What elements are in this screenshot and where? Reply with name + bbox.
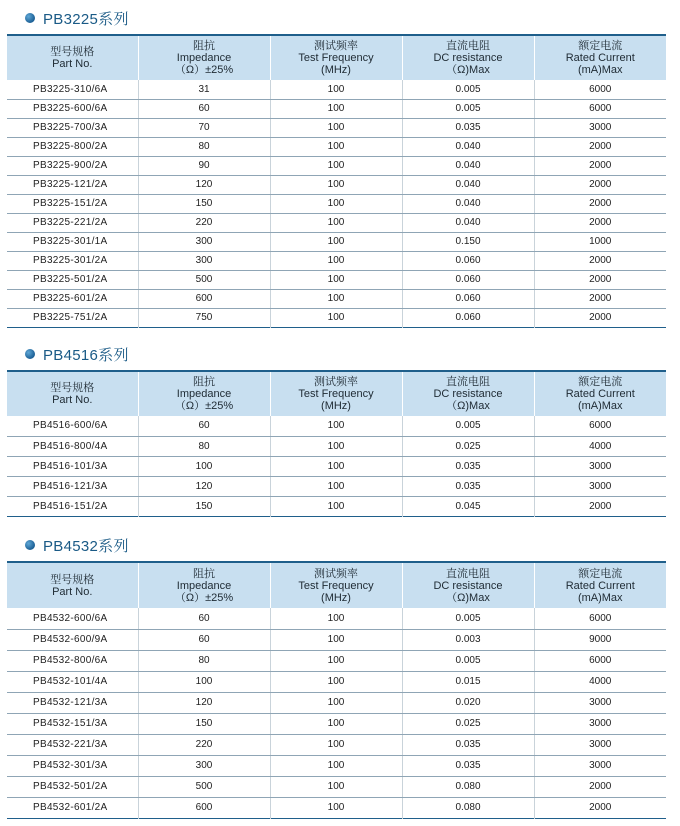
cell-dc-resistance: 0.035 xyxy=(402,118,534,137)
cell-test-frequency: 100 xyxy=(270,650,402,671)
cell-part-no: PB3225-301/1A xyxy=(7,232,138,251)
cell-impedance: 600 xyxy=(138,289,270,308)
cell-impedance: 80 xyxy=(138,436,270,456)
table-row xyxy=(7,692,666,713)
cell-rated-current: 2000 xyxy=(534,496,666,516)
cell-test-frequency: 100 xyxy=(270,289,402,308)
table-row xyxy=(7,776,666,797)
cell-test-frequency: 100 xyxy=(270,496,402,516)
cell-test-frequency: 100 xyxy=(270,308,402,327)
cell-rated-current: 2000 xyxy=(534,270,666,289)
cell-part-no: PB3225-800/2A xyxy=(7,137,138,156)
cell-part-no: PB4532-601/2A xyxy=(33,802,108,813)
spec-table xyxy=(7,34,666,328)
cell-test-frequency: 100 xyxy=(270,232,402,251)
cell-impedance: 90 xyxy=(138,156,270,175)
cell-impedance: 60 xyxy=(138,416,270,436)
cell-dc-resistance: 0.035 xyxy=(402,755,534,776)
cell-part-no: PB4532-121/3A xyxy=(7,692,138,713)
cell-rated-current: 9000 xyxy=(534,629,666,650)
cell-dc-resistance: 0.015 xyxy=(402,671,534,692)
table-row xyxy=(7,713,666,734)
cell-test-frequency: 100 xyxy=(270,118,402,137)
cell-rated-current: 3000 xyxy=(534,476,666,496)
cell-part-no: PB4516-101/3A xyxy=(7,456,138,476)
cell-dc-resistance: 0.005 xyxy=(402,650,534,671)
cell-dc-resistance: 0.045 xyxy=(402,496,534,516)
cell-test-frequency: 100 xyxy=(270,436,402,456)
table-row xyxy=(7,175,666,194)
bullet-dot-icon xyxy=(25,349,35,359)
cell-test-frequency: 100 xyxy=(270,456,402,476)
cell-dc-resistance: 0.150 xyxy=(402,232,534,251)
cell-test-frequency: 100 xyxy=(270,156,402,175)
cell-test-frequency: 100 xyxy=(270,213,402,232)
cell-impedance: 220 xyxy=(138,213,270,232)
cell-dc-resistance: 0.003 xyxy=(402,629,534,650)
cell-test-frequency: 100 xyxy=(270,194,402,213)
cell-part-no: PB4516-600/6A xyxy=(7,416,138,436)
cell-part-no: PB4532-800/6A xyxy=(7,650,138,671)
cell-test-frequency: 100 xyxy=(270,671,402,692)
series-section-pb4532 xyxy=(7,536,666,819)
cell-impedance: 300 xyxy=(138,251,270,270)
cell-test-frequency: 100 xyxy=(270,270,402,289)
cell-impedance: 120 xyxy=(138,476,270,496)
cell-rated-current: 3000 xyxy=(534,456,666,476)
cell-test-frequency: 100 xyxy=(270,137,402,156)
cell-rated-current: 4000 xyxy=(534,671,666,692)
cell-rated-current: 3000 xyxy=(534,734,666,755)
cell-part-no: PB3225-121/2A xyxy=(7,175,138,194)
cell-rated-current: 2000 xyxy=(534,797,666,818)
header-part-no: 型号规格 Part No. xyxy=(7,35,138,80)
cell-dc-resistance: 0.040 xyxy=(402,194,534,213)
cell-part-no: PB3225-151/2A xyxy=(7,194,138,213)
cell-test-frequency: 100 xyxy=(270,713,402,734)
cell-impedance: 31 xyxy=(138,80,270,99)
cell-part-no: PB4532-501/2A xyxy=(7,776,138,797)
bullet-dot-icon xyxy=(25,540,35,550)
section-title: PB4516系列 xyxy=(43,346,129,364)
cell-dc-resistance: 0.060 xyxy=(402,289,534,308)
table-row xyxy=(7,156,666,175)
cell-dc-resistance: 0.005 xyxy=(402,99,534,118)
cell-test-frequency: 100 xyxy=(270,734,402,755)
cell-part-no: PB3225-601/2A xyxy=(7,289,138,308)
cell-part-no: PB3225-501/2A xyxy=(7,270,138,289)
table-row xyxy=(7,308,666,327)
cell-impedance: 120 xyxy=(138,175,270,194)
cell-impedance: 150 xyxy=(138,194,270,213)
cell-impedance: 500 xyxy=(138,270,270,289)
cell-dc-resistance: 0.080 xyxy=(402,797,534,818)
cell-part-no: PB4532-221/3A xyxy=(7,734,138,755)
cell-impedance: 70 xyxy=(138,118,270,137)
table-row xyxy=(7,80,666,99)
header-test-frequency: 测试频率 Test Frequency (MHz) xyxy=(270,562,402,608)
cell-rated-current: 6000 xyxy=(534,80,666,99)
cell-rated-current: 4000 xyxy=(534,436,666,456)
cell-dc-resistance: 0.060 xyxy=(402,251,534,270)
cell-impedance: 60 xyxy=(138,99,270,118)
cell-rated-current: 3000 xyxy=(534,713,666,734)
spec-table xyxy=(7,370,666,517)
cell-rated-current: 2000 xyxy=(534,308,666,327)
table-row xyxy=(7,194,666,213)
cell-dc-resistance: 0.005 xyxy=(402,416,534,436)
table-row xyxy=(7,476,666,496)
table-row xyxy=(7,99,666,118)
cell-impedance: 300 xyxy=(138,232,270,251)
cell-rated-current: 2000 xyxy=(534,194,666,213)
cell-part-no: PB4532-151/3A xyxy=(7,713,138,734)
table-header-row xyxy=(7,371,666,416)
cell-test-frequency: 100 xyxy=(270,629,402,650)
cell-rated-current: 2000 xyxy=(534,289,666,308)
cell-rated-current: 6000 xyxy=(534,650,666,671)
header-rated-current: 额定电流 Rated Current (mA)Max xyxy=(534,371,666,416)
table-row xyxy=(7,496,666,516)
cell-part-no: PB3225-700/3A xyxy=(7,118,138,137)
cell-rated-current: 6000 xyxy=(534,608,666,629)
cell-rated-current: 3000 xyxy=(534,755,666,776)
cell-test-frequency: 100 xyxy=(270,692,402,713)
cell-part-no: PB3225-900/2A xyxy=(7,156,138,175)
cell-rated-current: 1000 xyxy=(534,232,666,251)
cell-test-frequency: 100 xyxy=(270,797,402,818)
cell-impedance: 80 xyxy=(138,137,270,156)
header-part-no: 型号规格 Part No. xyxy=(7,371,138,416)
cell-dc-resistance: 0.035 xyxy=(402,734,534,755)
table-row xyxy=(7,456,666,476)
cell-test-frequency: 100 xyxy=(270,80,402,99)
section-heading xyxy=(25,536,666,554)
cell-impedance: 150 xyxy=(138,713,270,734)
cell-dc-resistance: 0.060 xyxy=(402,270,534,289)
cell-impedance: 60 xyxy=(138,608,270,629)
cell-part-no: PB4516-800/4A xyxy=(7,436,138,456)
cell-test-frequency: 100 xyxy=(270,755,402,776)
table-header-row xyxy=(7,35,666,80)
cell-test-frequency: 100 xyxy=(270,776,402,797)
table-row xyxy=(7,137,666,156)
cell-part-no: PB4532-600/9A xyxy=(7,629,138,650)
cell-part-no: PB3225-600/6A xyxy=(7,99,138,118)
bullet-dot-icon xyxy=(25,13,35,23)
section-title: PB3225系列 xyxy=(43,10,129,28)
series-section-pb4516 xyxy=(7,345,666,517)
cell-part-no: PB4532-600/6A xyxy=(7,608,138,629)
section-heading xyxy=(25,9,666,27)
cell-impedance: 80 xyxy=(138,650,270,671)
cell-part-no: PB4532-301/3A xyxy=(7,755,138,776)
cell-dc-resistance: 0.035 xyxy=(402,456,534,476)
header-test-frequency: 测试频率 Test Frequency (MHz) xyxy=(270,371,402,416)
table-row xyxy=(7,650,666,671)
cell-rated-current: 2000 xyxy=(534,213,666,232)
header-dc-resistance: 直流电阻 DC resistance （Ω)Max xyxy=(402,35,534,80)
header-part-no: 型号规格 Part No. xyxy=(7,562,138,608)
cell-rated-current: 6000 xyxy=(534,99,666,118)
table-row xyxy=(7,755,666,776)
cell-dc-resistance: 0.005 xyxy=(402,608,534,629)
cell-dc-resistance: 0.040 xyxy=(402,213,534,232)
series-section-pb3225 xyxy=(7,9,666,328)
cell-rated-current: 2000 xyxy=(534,175,666,194)
cell-dc-resistance: 0.035 xyxy=(402,476,534,496)
cell-test-frequency: 100 xyxy=(270,416,402,436)
table-row xyxy=(7,270,666,289)
header-rated-current: 额定电流 Rated Current (mA)Max xyxy=(534,35,666,80)
cell-rated-current: 3000 xyxy=(534,118,666,137)
table-row xyxy=(7,251,666,270)
cell-part-no: PB4532-101/4A xyxy=(7,671,138,692)
cell-dc-resistance: 0.060 xyxy=(402,308,534,327)
table-row xyxy=(7,118,666,137)
cell-rated-current: 2000 xyxy=(534,251,666,270)
cell-dc-resistance: 0.020 xyxy=(402,692,534,713)
cell-rated-current: 2000 xyxy=(534,156,666,175)
cell-test-frequency: 100 xyxy=(270,476,402,496)
section-heading xyxy=(25,345,666,363)
cell-dc-resistance: 0.025 xyxy=(402,436,534,456)
header-impedance: 阻抗 Impedance （Ω）±25% xyxy=(138,562,270,608)
header-impedance: 阻抗 Impedance （Ω）±25% xyxy=(138,35,270,80)
cell-part-no: PB3225-301/2A xyxy=(7,251,138,270)
section-title: PB4532系列 xyxy=(43,537,129,555)
spec-table xyxy=(7,561,666,819)
cell-dc-resistance: 0.025 xyxy=(402,713,534,734)
cell-part-no: PB3225-221/2A xyxy=(7,213,138,232)
table-row xyxy=(7,436,666,456)
cell-part-no: PB4516-151/2A xyxy=(33,500,108,512)
cell-dc-resistance: 0.040 xyxy=(402,156,534,175)
cell-part-no: PB4516-121/3A xyxy=(7,476,138,496)
table-header-row xyxy=(7,562,666,608)
table-row xyxy=(7,289,666,308)
cell-rated-current: 3000 xyxy=(534,692,666,713)
header-test-frequency: 测试频率 Test Frequency (MHz) xyxy=(270,35,402,80)
cell-impedance: 60 xyxy=(138,629,270,650)
cell-test-frequency: 100 xyxy=(270,251,402,270)
cell-rated-current: 2000 xyxy=(534,776,666,797)
cell-test-frequency: 100 xyxy=(270,99,402,118)
cell-dc-resistance: 0.080 xyxy=(402,776,534,797)
table-row xyxy=(7,608,666,629)
table-row xyxy=(7,671,666,692)
table-row xyxy=(7,734,666,755)
table-row xyxy=(7,416,666,436)
cell-dc-resistance: 0.040 xyxy=(402,175,534,194)
cell-impedance: 150 xyxy=(138,496,270,516)
table-row xyxy=(7,629,666,650)
cell-part-no: PB3225-310/6A xyxy=(7,80,138,99)
table-row xyxy=(7,797,666,818)
cell-part-no: PB3225-751/2A xyxy=(33,312,108,323)
cell-impedance: 120 xyxy=(138,692,270,713)
header-impedance: 阻抗 Impedance （Ω）±25% xyxy=(138,371,270,416)
cell-impedance: 100 xyxy=(138,456,270,476)
cell-test-frequency: 100 xyxy=(270,608,402,629)
cell-dc-resistance: 0.040 xyxy=(402,137,534,156)
cell-rated-current: 2000 xyxy=(534,137,666,156)
cell-impedance: 300 xyxy=(138,755,270,776)
cell-impedance: 220 xyxy=(138,734,270,755)
cell-impedance: 100 xyxy=(138,671,270,692)
table-row xyxy=(7,232,666,251)
cell-impedance: 750 xyxy=(138,308,270,327)
table-row xyxy=(7,213,666,232)
cell-impedance: 600 xyxy=(138,797,270,818)
header-dc-resistance: 直流电阻 DC resistance （Ω)Max xyxy=(402,562,534,608)
cell-test-frequency: 100 xyxy=(270,175,402,194)
header-rated-current: 额定电流 Rated Current (mA)Max xyxy=(534,562,666,608)
cell-impedance: 500 xyxy=(138,776,270,797)
cell-dc-resistance: 0.005 xyxy=(402,80,534,99)
cell-rated-current: 6000 xyxy=(534,416,666,436)
header-dc-resistance: 直流电阻 DC resistance （Ω)Max xyxy=(402,371,534,416)
